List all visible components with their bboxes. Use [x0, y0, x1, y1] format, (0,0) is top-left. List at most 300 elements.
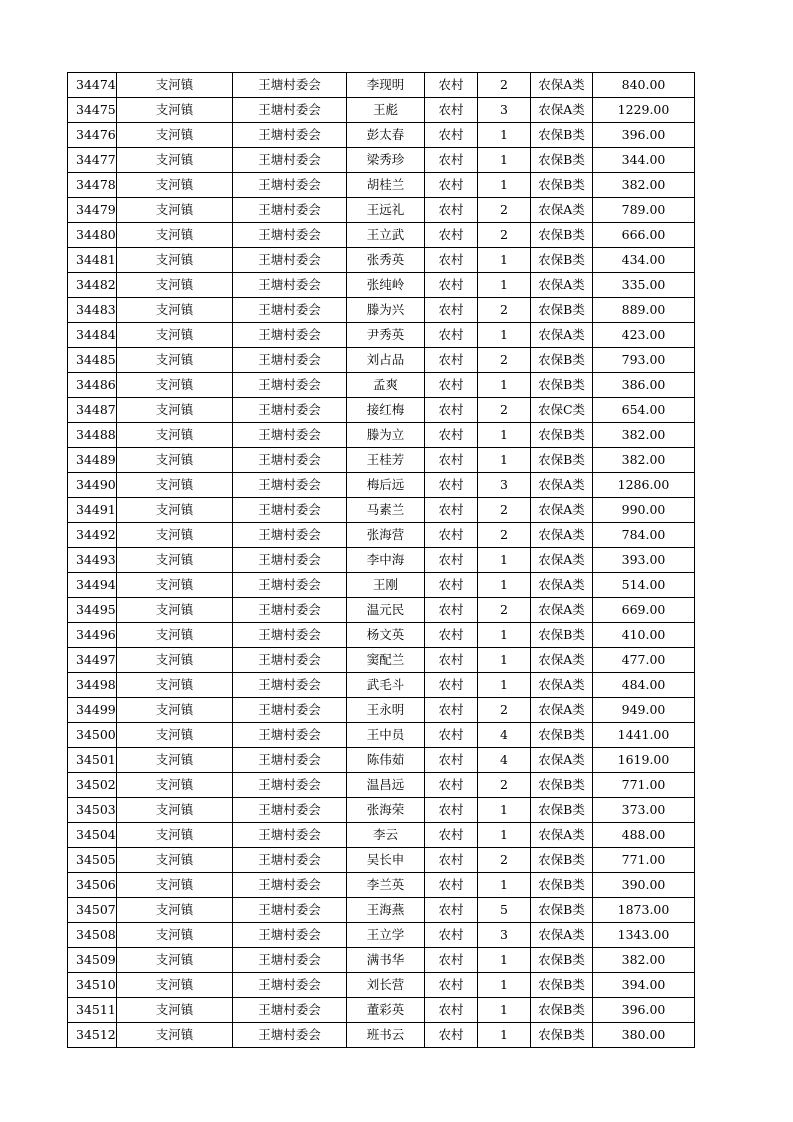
town-cell: 支河镇: [117, 473, 233, 498]
amount-cell: 789.00: [593, 198, 695, 223]
village-committee-cell: 王塘村委会: [233, 873, 347, 898]
village-committee-cell: 王塘村委会: [233, 973, 347, 998]
insurance-class-cell: 农保A类: [531, 523, 593, 548]
table-row: [68, 123, 695, 148]
amount-cell: 373.00: [593, 798, 695, 823]
name-cell: 张秀英: [347, 248, 425, 273]
household-type-cell: 农村: [425, 548, 478, 573]
table-row: [68, 148, 695, 173]
household-type-cell: 农村: [425, 923, 478, 948]
household-type-cell: 农村: [425, 798, 478, 823]
household-type-cell: 农村: [425, 373, 478, 398]
amount-cell: 654.00: [593, 398, 695, 423]
name-cell: 王彪: [347, 98, 425, 123]
amount-cell: 1229.00: [593, 98, 695, 123]
insurance-class-cell: 农保A类: [531, 498, 593, 523]
table-row: [68, 748, 695, 773]
insurance-class-cell: 农保A类: [531, 98, 593, 123]
member-count-cell: 1: [478, 573, 531, 598]
row-id-cell: 34508: [68, 923, 117, 948]
name-cell: 王海燕: [347, 898, 425, 923]
name-cell: 接红梅: [347, 398, 425, 423]
village-committee-cell: 王塘村委会: [233, 723, 347, 748]
village-committee-cell: 王塘村委会: [233, 473, 347, 498]
household-type-cell: 农村: [425, 748, 478, 773]
town-cell: 支河镇: [117, 748, 233, 773]
name-cell: 窦配兰: [347, 648, 425, 673]
name-cell: 王永明: [347, 698, 425, 723]
name-cell: 王立学: [347, 923, 425, 948]
table-row: [68, 448, 695, 473]
village-committee-cell: 王塘村委会: [233, 1023, 347, 1048]
village-committee-cell: 王塘村委会: [233, 123, 347, 148]
row-id-cell: 34511: [68, 998, 117, 1023]
village-committee-cell: 王塘村委会: [233, 348, 347, 373]
insurance-class-cell: 农保B类: [531, 348, 593, 373]
row-id-cell: 34475: [68, 98, 117, 123]
amount-cell: 396.00: [593, 123, 695, 148]
town-cell: 支河镇: [117, 998, 233, 1023]
name-cell: 李云: [347, 823, 425, 848]
household-type-cell: 农村: [425, 973, 478, 998]
name-cell: 马素兰: [347, 498, 425, 523]
member-count-cell: 1: [478, 973, 531, 998]
household-type-cell: 农村: [425, 598, 478, 623]
row-id-cell: 34476: [68, 123, 117, 148]
row-id-cell: 34484: [68, 323, 117, 348]
household-type-cell: 农村: [425, 873, 478, 898]
name-cell: 杨文英: [347, 623, 425, 648]
household-type-cell: 农村: [425, 498, 478, 523]
insurance-class-cell: 农保B类: [531, 173, 593, 198]
village-committee-cell: 王塘村委会: [233, 323, 347, 348]
table-row: [68, 498, 695, 523]
row-id-cell: 34474: [68, 73, 117, 98]
amount-cell: 393.00: [593, 548, 695, 573]
member-count-cell: 1: [478, 948, 531, 973]
village-committee-cell: 王塘村委会: [233, 823, 347, 848]
village-committee-cell: 王塘村委会: [233, 598, 347, 623]
table-row: [68, 798, 695, 823]
village-committee-cell: 王塘村委会: [233, 923, 347, 948]
insurance-class-cell: 农保B类: [531, 623, 593, 648]
insurance-class-cell: 农保A类: [531, 548, 593, 573]
household-type-cell: 农村: [425, 173, 478, 198]
member-count-cell: 4: [478, 723, 531, 748]
village-committee-cell: 王塘村委会: [233, 648, 347, 673]
name-cell: 王中员: [347, 723, 425, 748]
amount-cell: 488.00: [593, 823, 695, 848]
insurance-class-cell: 农保A类: [531, 673, 593, 698]
insurance-class-cell: 农保B类: [531, 798, 593, 823]
row-id-cell: 34481: [68, 248, 117, 273]
amount-cell: 771.00: [593, 848, 695, 873]
member-count-cell: 3: [478, 923, 531, 948]
insurance-class-cell: 农保B类: [531, 948, 593, 973]
insurance-class-cell: 农保A类: [531, 698, 593, 723]
insurance-class-cell: 农保B类: [531, 248, 593, 273]
member-count-cell: 2: [478, 298, 531, 323]
name-cell: 董彩英: [347, 998, 425, 1023]
table-row: [68, 173, 695, 198]
town-cell: 支河镇: [117, 573, 233, 598]
name-cell: 满书华: [347, 948, 425, 973]
roster-body: [68, 73, 695, 1048]
insurance-class-cell: 农保A类: [531, 198, 593, 223]
insurance-class-cell: 农保B类: [531, 448, 593, 473]
insurance-class-cell: 农保B类: [531, 423, 593, 448]
household-type-cell: 农村: [425, 223, 478, 248]
town-cell: 支河镇: [117, 223, 233, 248]
insurance-class-cell: 农保B类: [531, 873, 593, 898]
household-type-cell: 农村: [425, 723, 478, 748]
member-count-cell: 1: [478, 248, 531, 273]
town-cell: 支河镇: [117, 323, 233, 348]
name-cell: 陈伟茹: [347, 748, 425, 773]
table-row: [68, 348, 695, 373]
village-committee-cell: 王塘村委会: [233, 98, 347, 123]
insurance-class-cell: 农保B类: [531, 223, 593, 248]
village-committee-cell: 王塘村委会: [233, 73, 347, 98]
village-committee-cell: 王塘村委会: [233, 698, 347, 723]
member-count-cell: 1: [478, 823, 531, 848]
amount-cell: 335.00: [593, 273, 695, 298]
insurance-class-cell: 农保A类: [531, 73, 593, 98]
amount-cell: 386.00: [593, 373, 695, 398]
member-count-cell: 1: [478, 323, 531, 348]
table-row: [68, 373, 695, 398]
household-type-cell: 农村: [425, 123, 478, 148]
town-cell: 支河镇: [117, 623, 233, 648]
amount-cell: 1286.00: [593, 473, 695, 498]
amount-cell: 382.00: [593, 423, 695, 448]
table-row: [68, 1023, 695, 1048]
household-type-cell: 农村: [425, 248, 478, 273]
name-cell: 王刚: [347, 573, 425, 598]
row-id-cell: 34486: [68, 373, 117, 398]
row-id-cell: 34479: [68, 198, 117, 223]
town-cell: 支河镇: [117, 123, 233, 148]
member-count-cell: 1: [478, 273, 531, 298]
name-cell: 胡桂兰: [347, 173, 425, 198]
household-type-cell: 农村: [425, 998, 478, 1023]
table-row: [68, 523, 695, 548]
insurance-class-cell: 农保B类: [531, 973, 593, 998]
town-cell: 支河镇: [117, 98, 233, 123]
household-type-cell: 农村: [425, 848, 478, 873]
row-id-cell: 34494: [68, 573, 117, 598]
amount-cell: 344.00: [593, 148, 695, 173]
member-count-cell: 1: [478, 548, 531, 573]
name-cell: 刘长营: [347, 973, 425, 998]
household-type-cell: 农村: [425, 573, 478, 598]
insurance-class-cell: 农保A类: [531, 748, 593, 773]
village-committee-cell: 王塘村委会: [233, 798, 347, 823]
town-cell: 支河镇: [117, 498, 233, 523]
village-committee-cell: 王塘村委会: [233, 223, 347, 248]
village-committee-cell: 王塘村委会: [233, 498, 347, 523]
town-cell: 支河镇: [117, 673, 233, 698]
insurance-class-cell: 农保A类: [531, 648, 593, 673]
town-cell: 支河镇: [117, 848, 233, 873]
member-count-cell: 2: [478, 398, 531, 423]
village-committee-cell: 王塘村委会: [233, 898, 347, 923]
row-id-cell: 34503: [68, 798, 117, 823]
member-count-cell: 1: [478, 123, 531, 148]
member-count-cell: 1: [478, 798, 531, 823]
village-committee-cell: 王塘村委会: [233, 548, 347, 573]
table-row: [68, 823, 695, 848]
village-committee-cell: 王塘村委会: [233, 298, 347, 323]
row-id-cell: 34501: [68, 748, 117, 773]
amount-cell: 394.00: [593, 973, 695, 998]
village-committee-cell: 王塘村委会: [233, 573, 347, 598]
household-type-cell: 农村: [425, 523, 478, 548]
row-id-cell: 34506: [68, 873, 117, 898]
name-cell: 王桂芳: [347, 448, 425, 473]
insurance-class-cell: 农保A类: [531, 923, 593, 948]
table-row: [68, 98, 695, 123]
village-committee-cell: 王塘村委会: [233, 623, 347, 648]
name-cell: 李兰英: [347, 873, 425, 898]
town-cell: 支河镇: [117, 698, 233, 723]
amount-cell: 390.00: [593, 873, 695, 898]
insurance-class-cell: 农保B类: [531, 1023, 593, 1048]
table-row: [68, 648, 695, 673]
row-id-cell: 34507: [68, 898, 117, 923]
member-count-cell: 1: [478, 448, 531, 473]
amount-cell: 1619.00: [593, 748, 695, 773]
amount-cell: 1343.00: [593, 923, 695, 948]
row-id-cell: 34496: [68, 623, 117, 648]
town-cell: 支河镇: [117, 148, 233, 173]
town-cell: 支河镇: [117, 73, 233, 98]
household-type-cell: 农村: [425, 148, 478, 173]
table-row: [68, 998, 695, 1023]
village-committee-cell: 王塘村委会: [233, 448, 347, 473]
table-row: [68, 73, 695, 98]
name-cell: 彭太春: [347, 123, 425, 148]
household-type-cell: 农村: [425, 298, 478, 323]
household-type-cell: 农村: [425, 823, 478, 848]
village-committee-cell: 王塘村委会: [233, 423, 347, 448]
household-type-cell: 农村: [425, 473, 478, 498]
amount-cell: 484.00: [593, 673, 695, 698]
amount-cell: 840.00: [593, 73, 695, 98]
village-committee-cell: 王塘村委会: [233, 748, 347, 773]
name-cell: 李中海: [347, 548, 425, 573]
amount-cell: 477.00: [593, 648, 695, 673]
name-cell: 张海荣: [347, 798, 425, 823]
name-cell: 王立武: [347, 223, 425, 248]
member-count-cell: 3: [478, 98, 531, 123]
town-cell: 支河镇: [117, 273, 233, 298]
row-id-cell: 34498: [68, 673, 117, 698]
household-type-cell: 农村: [425, 398, 478, 423]
row-id-cell: 34478: [68, 173, 117, 198]
amount-cell: 784.00: [593, 523, 695, 548]
table-row: [68, 973, 695, 998]
row-id-cell: 34504: [68, 823, 117, 848]
member-count-cell: 3: [478, 473, 531, 498]
table-row: [68, 598, 695, 623]
member-count-cell: 1: [478, 648, 531, 673]
amount-cell: 771.00: [593, 773, 695, 798]
household-type-cell: 农村: [425, 348, 478, 373]
insurance-class-cell: 农保B类: [531, 998, 593, 1023]
member-count-cell: 1: [478, 623, 531, 648]
member-count-cell: 2: [478, 848, 531, 873]
name-cell: 梁秀珍: [347, 148, 425, 173]
table-row: [68, 673, 695, 698]
member-count-cell: 1: [478, 673, 531, 698]
village-committee-cell: 王塘村委会: [233, 198, 347, 223]
insurance-class-cell: 农保A类: [531, 823, 593, 848]
town-cell: 支河镇: [117, 548, 233, 573]
table-row: [68, 248, 695, 273]
row-id-cell: 34492: [68, 523, 117, 548]
town-cell: 支河镇: [117, 1023, 233, 1048]
name-cell: 滕为立: [347, 423, 425, 448]
town-cell: 支河镇: [117, 198, 233, 223]
household-type-cell: 农村: [425, 648, 478, 673]
town-cell: 支河镇: [117, 798, 233, 823]
member-count-cell: 1: [478, 998, 531, 1023]
town-cell: 支河镇: [117, 523, 233, 548]
amount-cell: 423.00: [593, 323, 695, 348]
village-committee-cell: 王塘村委会: [233, 173, 347, 198]
row-id-cell: 34485: [68, 348, 117, 373]
household-type-cell: 农村: [425, 423, 478, 448]
row-id-cell: 34477: [68, 148, 117, 173]
town-cell: 支河镇: [117, 173, 233, 198]
row-id-cell: 34499: [68, 698, 117, 723]
town-cell: 支河镇: [117, 898, 233, 923]
town-cell: 支河镇: [117, 398, 233, 423]
household-type-cell: 农村: [425, 948, 478, 973]
insurance-class-cell: 农保B类: [531, 123, 593, 148]
table-row: [68, 573, 695, 598]
member-count-cell: 2: [478, 223, 531, 248]
member-count-cell: 1: [478, 173, 531, 198]
village-committee-cell: 王塘村委会: [233, 998, 347, 1023]
town-cell: 支河镇: [117, 248, 233, 273]
table-row: [68, 898, 695, 923]
amount-cell: 949.00: [593, 698, 695, 723]
row-id-cell: 34497: [68, 648, 117, 673]
member-count-cell: 1: [478, 873, 531, 898]
town-cell: 支河镇: [117, 298, 233, 323]
name-cell: 吴长申: [347, 848, 425, 873]
table-row: [68, 548, 695, 573]
village-committee-cell: 王塘村委会: [233, 948, 347, 973]
town-cell: 支河镇: [117, 373, 233, 398]
table-row: [68, 773, 695, 798]
household-type-cell: 农村: [425, 673, 478, 698]
household-type-cell: 农村: [425, 898, 478, 923]
name-cell: 武毛斗: [347, 673, 425, 698]
amount-cell: 396.00: [593, 998, 695, 1023]
village-committee-cell: 王塘村委会: [233, 248, 347, 273]
household-type-cell: 农村: [425, 198, 478, 223]
town-cell: 支河镇: [117, 923, 233, 948]
member-count-cell: 2: [478, 698, 531, 723]
row-id-cell: 34483: [68, 298, 117, 323]
amount-cell: 434.00: [593, 248, 695, 273]
town-cell: 支河镇: [117, 348, 233, 373]
member-count-cell: 4: [478, 748, 531, 773]
member-count-cell: 1: [478, 373, 531, 398]
insurance-class-cell: 农保A类: [531, 598, 593, 623]
household-type-cell: 农村: [425, 448, 478, 473]
table-row: [68, 923, 695, 948]
member-count-cell: 2: [478, 598, 531, 623]
row-id-cell: 34489: [68, 448, 117, 473]
village-committee-cell: 王塘村委会: [233, 523, 347, 548]
table-row: [68, 398, 695, 423]
table-row: [68, 323, 695, 348]
member-count-cell: 2: [478, 73, 531, 98]
row-id-cell: 34491: [68, 498, 117, 523]
village-committee-cell: 王塘村委会: [233, 148, 347, 173]
town-cell: 支河镇: [117, 773, 233, 798]
insurance-class-cell: 农保A类: [531, 473, 593, 498]
name-cell: 班书云: [347, 1023, 425, 1048]
row-id-cell: 34500: [68, 723, 117, 748]
insurance-class-cell: 农保C类: [531, 398, 593, 423]
village-committee-cell: 王塘村委会: [233, 673, 347, 698]
insurance-class-cell: 农保B类: [531, 148, 593, 173]
amount-cell: 380.00: [593, 1023, 695, 1048]
table-row: [68, 423, 695, 448]
name-cell: 王远礼: [347, 198, 425, 223]
town-cell: 支河镇: [117, 873, 233, 898]
town-cell: 支河镇: [117, 423, 233, 448]
name-cell: 尹秀英: [347, 323, 425, 348]
member-count-cell: 2: [478, 198, 531, 223]
member-count-cell: 2: [478, 773, 531, 798]
row-id-cell: 34482: [68, 273, 117, 298]
name-cell: 温元民: [347, 598, 425, 623]
row-id-cell: 34502: [68, 773, 117, 798]
household-type-cell: 农村: [425, 273, 478, 298]
row-id-cell: 34505: [68, 848, 117, 873]
table-row: [68, 698, 695, 723]
table-row: [68, 723, 695, 748]
amount-cell: 382.00: [593, 948, 695, 973]
row-id-cell: 34509: [68, 948, 117, 973]
town-cell: 支河镇: [117, 448, 233, 473]
town-cell: 支河镇: [117, 948, 233, 973]
member-count-cell: 2: [478, 348, 531, 373]
household-type-cell: 农村: [425, 323, 478, 348]
name-cell: 张海营: [347, 523, 425, 548]
town-cell: 支河镇: [117, 823, 233, 848]
amount-cell: 669.00: [593, 598, 695, 623]
table-row: [68, 873, 695, 898]
amount-cell: 990.00: [593, 498, 695, 523]
household-type-cell: 农村: [425, 73, 478, 98]
row-id-cell: 34495: [68, 598, 117, 623]
table-row: [68, 273, 695, 298]
household-type-cell: 农村: [425, 623, 478, 648]
insurance-class-cell: 农保B类: [531, 898, 593, 923]
name-cell: 张纯岭: [347, 273, 425, 298]
row-id-cell: 34510: [68, 973, 117, 998]
household-type-cell: 农村: [425, 698, 478, 723]
row-id-cell: 34493: [68, 548, 117, 573]
village-committee-cell: 王塘村委会: [233, 848, 347, 873]
